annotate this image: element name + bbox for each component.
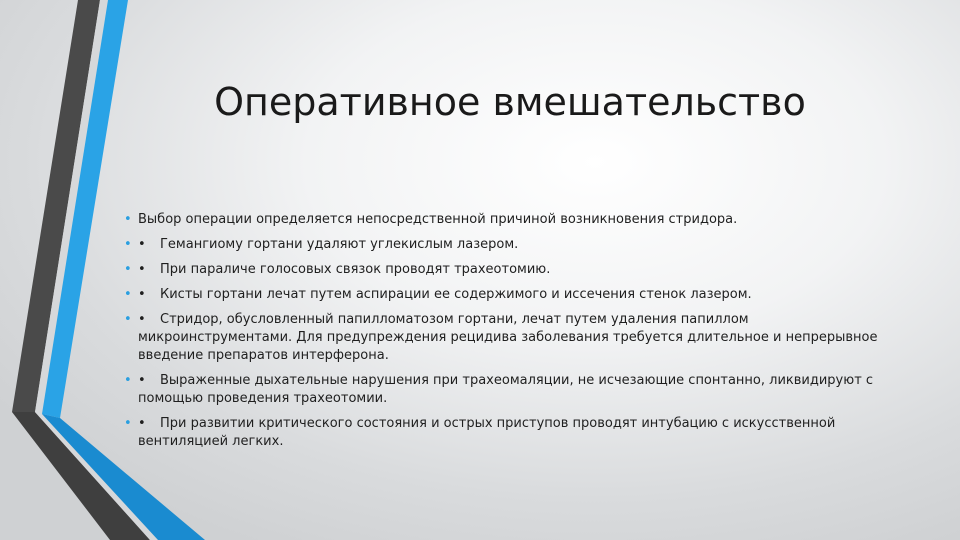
bullet-dot-icon: • — [124, 237, 132, 252]
bullet-dot-icon: • — [124, 287, 132, 302]
list-item-marker: • — [138, 312, 146, 327]
list-item-marker: • — [138, 262, 146, 277]
bullet-list — [124, 211, 884, 458]
list-item-marker: • — [138, 416, 146, 431]
list-item-text: Выраженные дыхательные нарушения при трахеомаляции, не исчезающие спонтанно, ликвидируют с помощью проведения трахеотомии. — [138, 373, 874, 406]
list-item — [124, 236, 884, 254]
list-item-marker: • — [138, 373, 146, 388]
list-item-text: При развитии критического состояния и острых приступов проводят интубацию с искусственной вентиляцией легких. — [138, 416, 836, 449]
bullet-dot-icon: • — [124, 416, 132, 431]
list-item — [124, 261, 884, 279]
list-item — [124, 311, 884, 365]
list-item-text: Кисты гортани лечат путем аспирации ее содержимого и иссечения стенок лазером. — [160, 287, 752, 302]
list-item-marker: • — [138, 237, 146, 252]
bullet-dot-icon: • — [124, 262, 132, 277]
list-item — [124, 211, 884, 229]
slide-title: Оперативное вмешательство — [214, 80, 806, 124]
bullet-dot-icon: • — [124, 312, 132, 327]
list-item — [124, 372, 884, 408]
bullet-dot-icon: • — [124, 373, 132, 388]
list-item-text: Выбор операции определяется непосредственной причиной возникновения стридора. — [138, 212, 738, 227]
list-item — [124, 286, 884, 304]
list-item-text: Стридор, обусловленный папилломатозом гортани, лечат путем удаления папиллом микроинструментами. Для предупреждения рецидива заболевания требуется длительное и непрерывное введение препаратов интерферона. — [138, 312, 878, 363]
bullet-dot-icon: • — [124, 212, 132, 227]
list-item-text: При параличе голосовых связок проводят трахеотомию. — [160, 262, 551, 277]
list-item-text: Гемангиому гортани удаляют углекислым лазером. — [160, 237, 519, 252]
list-item-marker: • — [138, 287, 146, 302]
list-item — [124, 415, 884, 451]
